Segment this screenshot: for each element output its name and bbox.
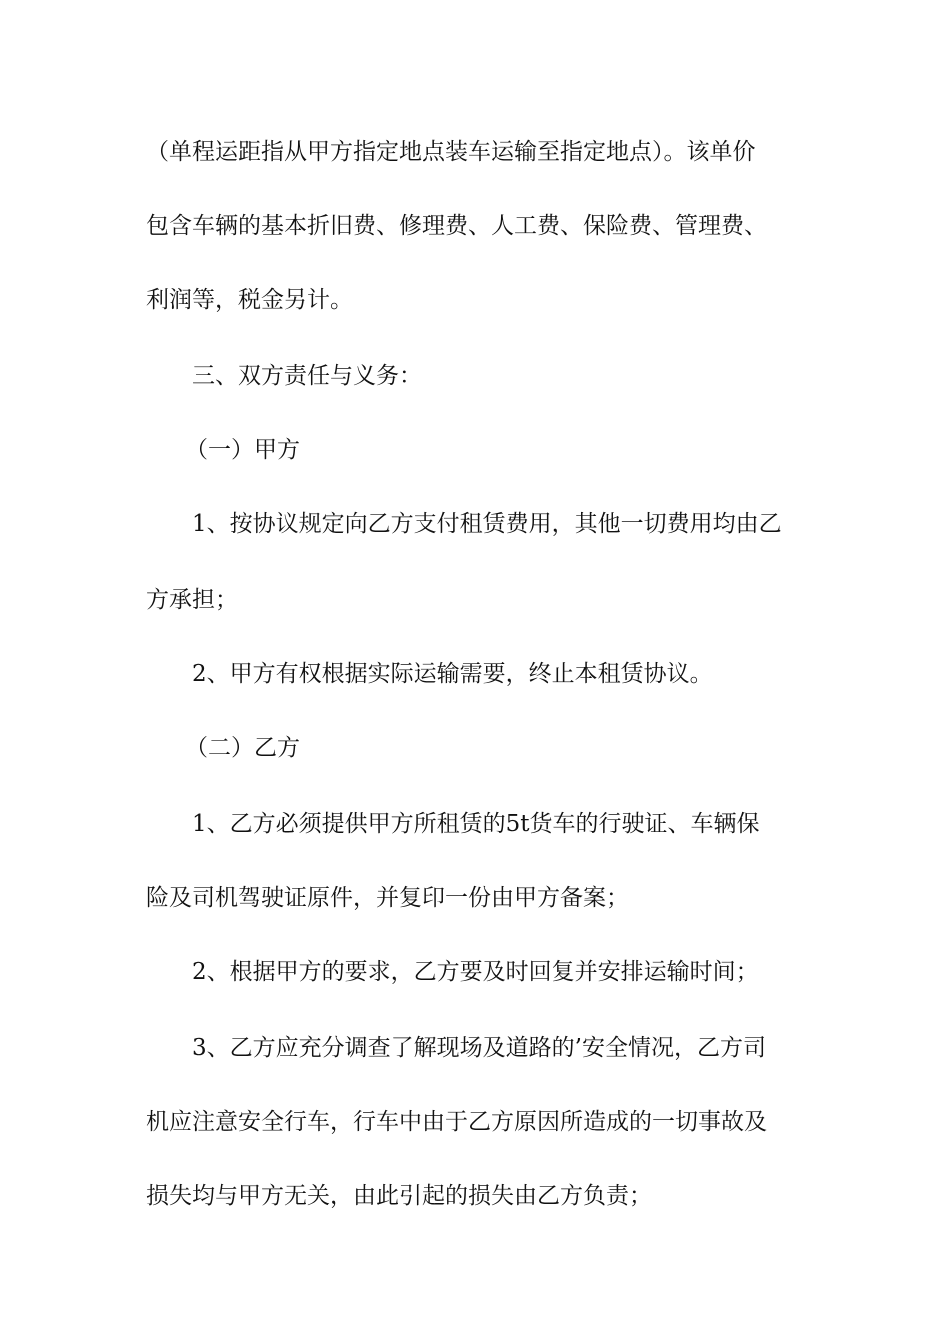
paragraph-line: 包含车辆的基本折旧费、修理费、人工费、保险费、管理费、 (146, 213, 767, 239)
paragraph-line: 机应注意安全行车，行车中由于乙方原因所造成的一切事故及 (146, 1109, 767, 1135)
paragraph-line: 方承担； (146, 587, 238, 613)
paragraph-line: 1、乙方必须提供甲方所租赁的5t货车的行驶证、车辆保 (192, 811, 760, 837)
paragraph-line: 2、根据甲方的要求，乙方要及时回复并安排运输时间； (192, 959, 759, 985)
paragraph-line: 1、按协议规定向乙方支付租赁费用，其他一切费用均由乙 (192, 511, 782, 537)
paragraph-line: 险及司机驾驶证原件，并复印一份由甲方备案； (146, 885, 629, 911)
subsection-heading: （一）甲方 (185, 437, 300, 463)
paragraph-line: 3、乙方应充分调查了解现场及道路的’安全情况，乙方司 (192, 1035, 766, 1061)
paragraph-line: 损失均与甲方无关，由此引起的损失由乙方负责； (146, 1183, 652, 1209)
paragraph-line: 2、甲方有权根据实际运输需要，终止本租赁协议。 (192, 661, 713, 687)
subsection-heading: （二）乙方 (185, 735, 300, 761)
paragraph-line: （单程运距指从甲方指定地点装车运输至指定地点）。该单价 (146, 139, 756, 165)
paragraph-line: 利润等，税金另计。 (146, 287, 353, 313)
section-heading: 三、双方责任与义务： (192, 363, 422, 389)
